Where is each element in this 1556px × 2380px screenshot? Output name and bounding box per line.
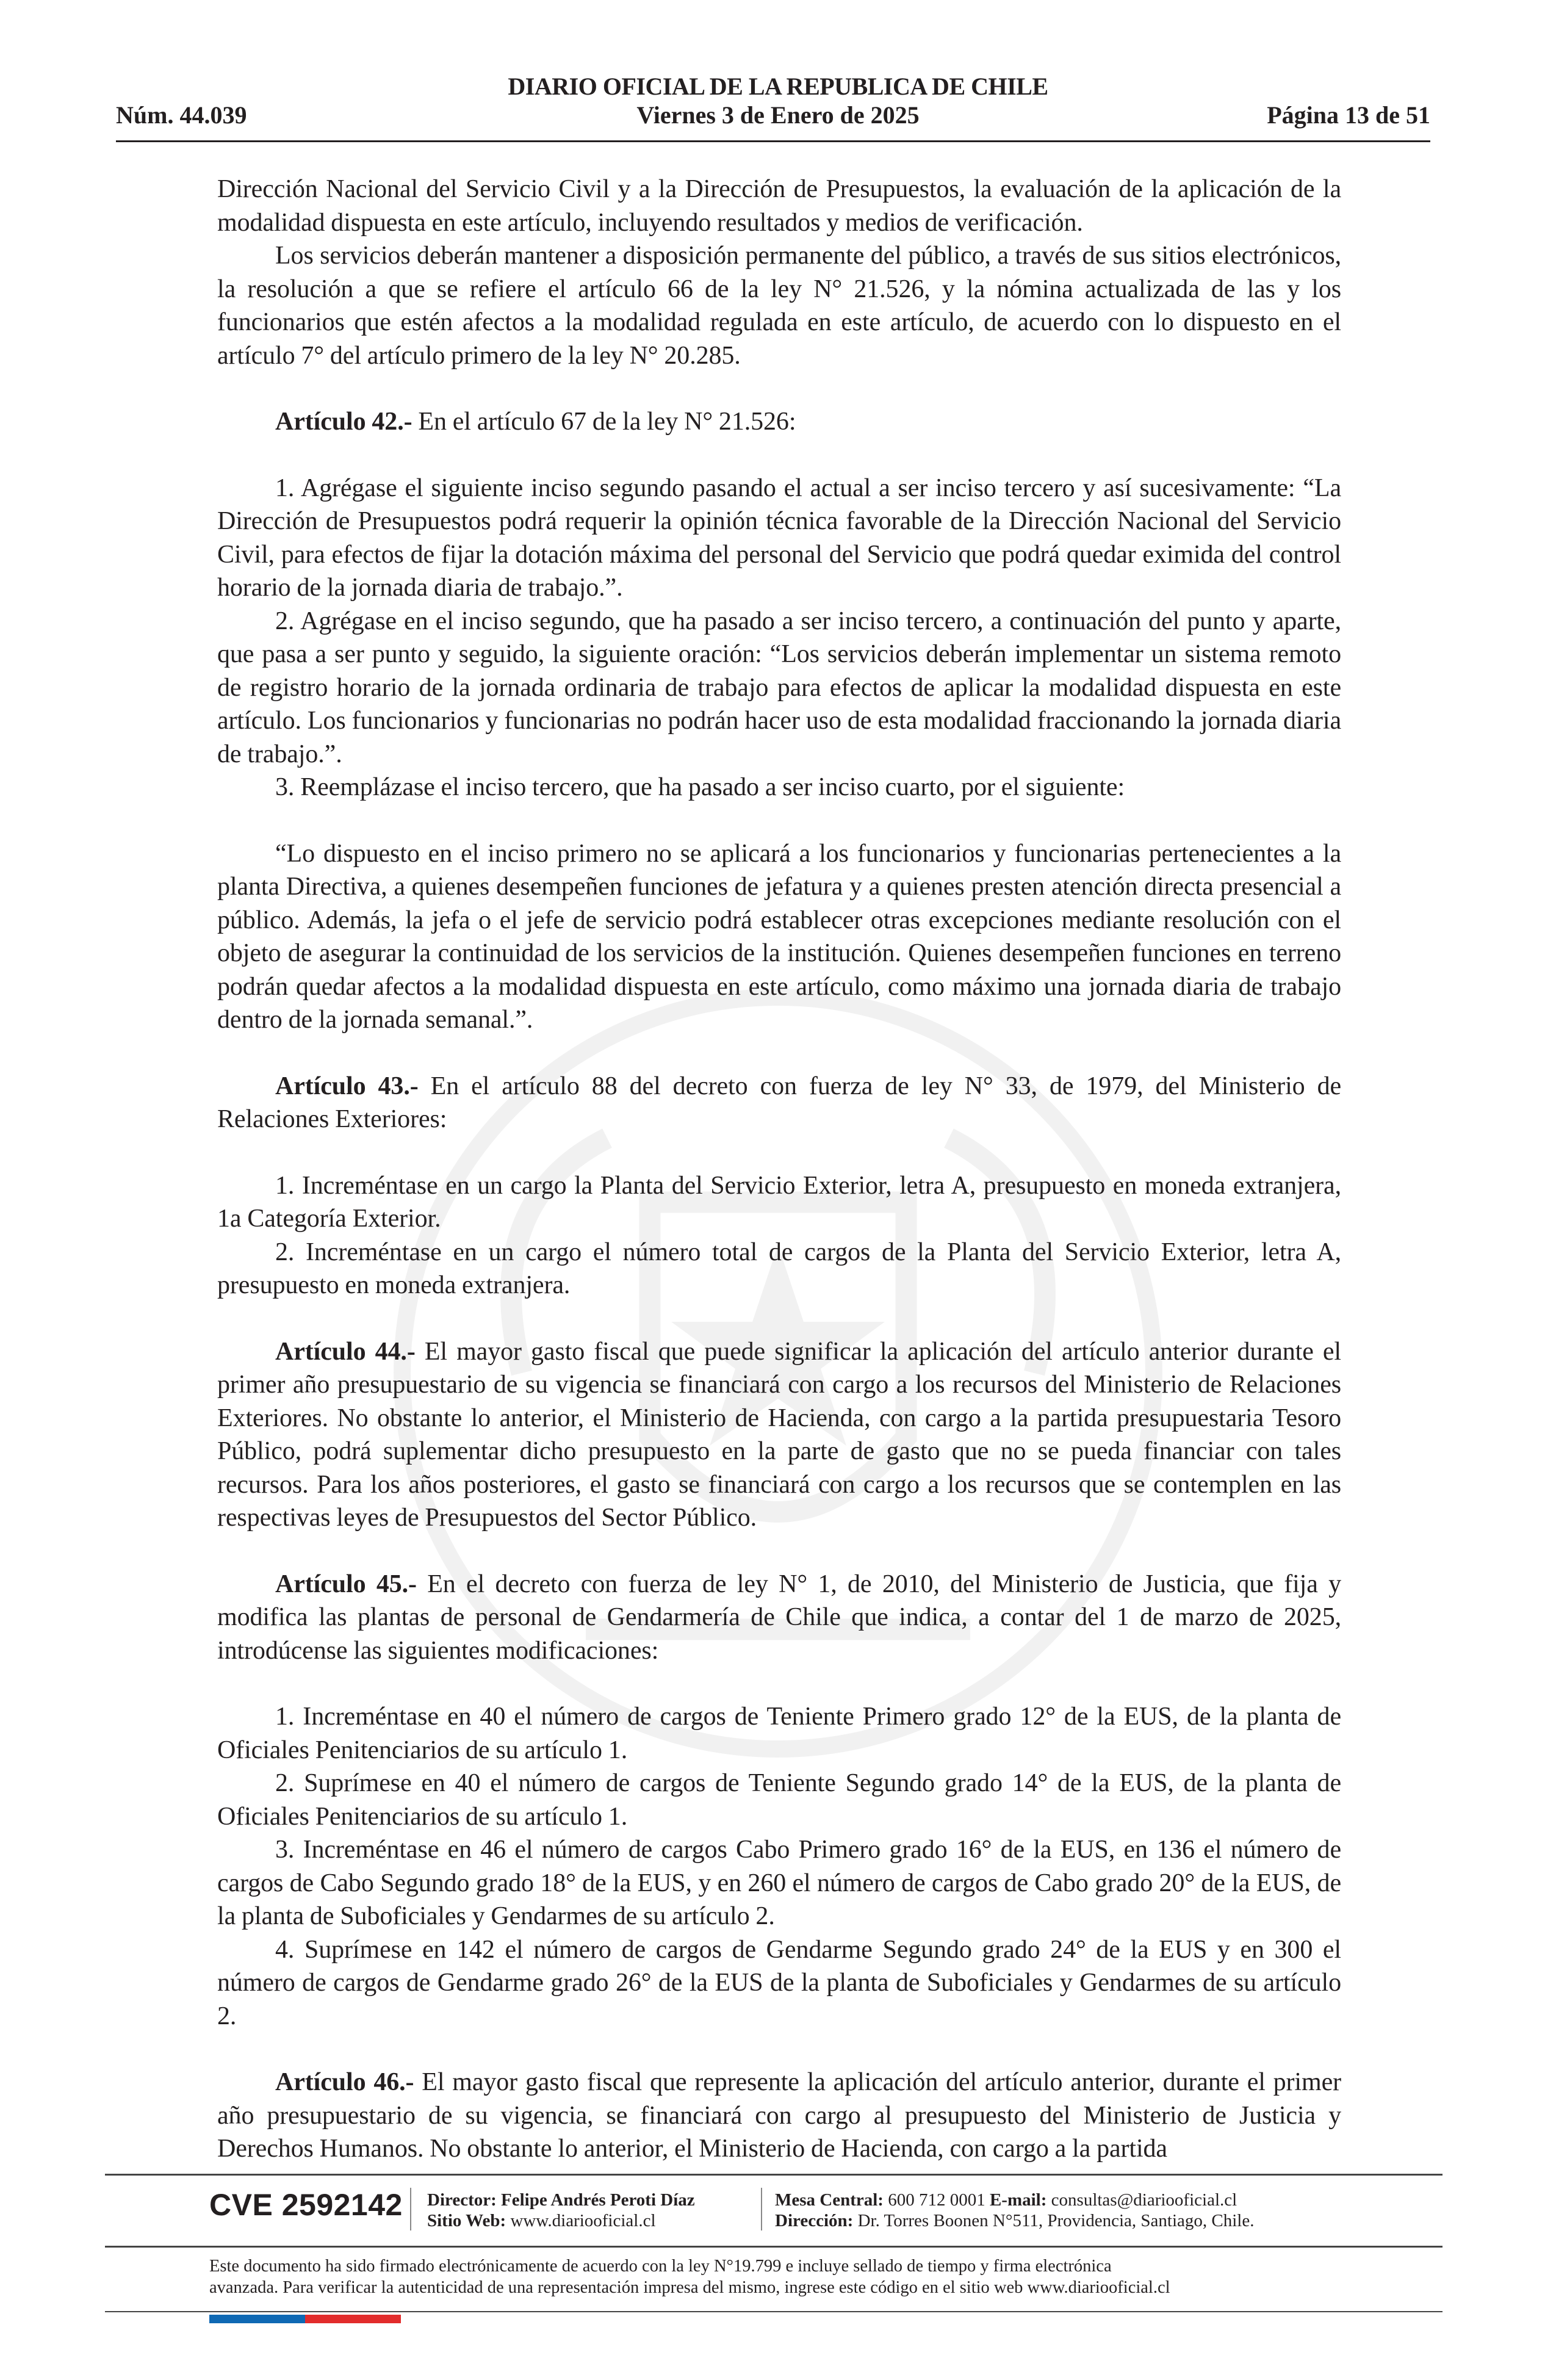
footer-separator bbox=[410, 2188, 411, 2230]
article-43 bbox=[217, 1070, 1341, 1136]
director-label: Director: bbox=[427, 2190, 497, 2210]
article-heading: Artículo 45.- bbox=[275, 1570, 417, 1598]
article-42 bbox=[217, 405, 1341, 439]
gazette-title: DIARIO OFICIAL DE LA REPUBLICA DE CHILE bbox=[508, 73, 1048, 100]
issue-number: Núm. 44.039 bbox=[116, 101, 247, 129]
site-label: Sitio Web: bbox=[427, 2211, 506, 2230]
director-name: Felipe Andrés Peroti Díaz bbox=[496, 2190, 695, 2210]
mesa-label: Mesa Central: bbox=[775, 2190, 884, 2210]
numbered-item: 3. Reemplázase el inciso tercero, que ha pasado a ser inciso cuarto, por el siguiente: bbox=[275, 773, 1125, 801]
article-text: En el decreto con fuerza de ley N° 1, de 2010, del Ministerio de Justicia, que fija y modifica las plantas de personal de Gendarmería de Chile que indica, a contar del 1 de marzo de 2025, introdúcense las siguientes modificaciones: bbox=[217, 1570, 1341, 1665]
article-text: En el artículo 67 de la ley N° 21.526: bbox=[412, 408, 796, 436]
site-link[interactable]: www.diariooficial.cl bbox=[506, 2211, 656, 2230]
paragraph: Dirección Nacional del Servicio Civil y a la Dirección de Presupuestos, la evaluación de la aplicación de la modalidad dispuesta en este artículo, incluyendo resultados y medios de verificación. bbox=[217, 175, 1341, 237]
article-45 bbox=[217, 1568, 1341, 1668]
article-heading: Artículo 44.- bbox=[275, 1337, 416, 1366]
document-body bbox=[217, 173, 1341, 2166]
issue-date: Viernes 3 de Enero de 2025 bbox=[636, 101, 920, 129]
numbered-item: 4. Suprímese en 142 el número de cargos de Gendarme Segundo grado 24° de la EUS y en 300 el número de cargos de Gendarme grado 26° de la EUS de la planta de Suboficiales y Gendarmes de su artículo 2. bbox=[217, 1935, 1341, 2030]
footer-separator bbox=[761, 2188, 762, 2230]
quoted-text: “Lo dispuesto en el inciso primero no se aplicará a los funcionarios y funcionarias pertenecientes a la planta Directiva, a quienes desempeñen funciones de jefatura y a quienes presten atención directa presencial a público. Además, la jefa o el jefe de servicio podrá establecer otras excepciones mediante resolución con el objeto de asegurar la continuidad de los servicios de la institución. Quienes desempeñen funciones en terreno podrán quedar afectos a la modalidad dispuesta en este artículo, como máximo una jornada diaria de trabajo dentro de la jornada semanal.”. bbox=[217, 839, 1341, 1034]
numbered-item: 3. Increméntase en 46 el número de cargos Cabo Primero grado 16° de la EUS, en 136 el número de cargos de Cabo Segundo grado 18° de la EUS, y en 260 el número de cargos de Cabo grado 20° de la EUS, de la planta de Suboficiales y Gendarmes de su artículo 2. bbox=[217, 1836, 1341, 1930]
email-link[interactable]: consultas@diariooficial.cl bbox=[1046, 2190, 1237, 2210]
footer-divider bbox=[105, 2311, 1443, 2312]
address-value: Dr. Torres Boonen N°511, Providencia, Santiago, Chile. bbox=[853, 2211, 1255, 2230]
flag-stripe-red bbox=[305, 2315, 401, 2323]
disclaimer-line: avanzada. Para verificar la autenticidad de una representación impresa del mismo, ingrese este código en el sitio web www.diariooficial.cl bbox=[209, 2278, 1170, 2297]
signature-disclaimer bbox=[209, 2256, 1356, 2298]
email-label: E-mail: bbox=[989, 2190, 1047, 2210]
article-44 bbox=[217, 1335, 1341, 1535]
numbered-item: 1. Increméntase en 40 el número de cargos de Teniente Primero grado 12° de la EUS, de la planta de Oficiales Penitenciarios de su artículo 1. bbox=[217, 1703, 1341, 1764]
header-divider bbox=[116, 140, 1430, 142]
article-heading: Artículo 43.- bbox=[275, 1072, 419, 1100]
numbered-item: 2. Increméntase en un cargo el número total de cargos de la Planta del Servicio Exterior, letra A, presupuesto en moneda extranjera. bbox=[217, 1238, 1341, 1299]
footer-divider bbox=[105, 2246, 1443, 2248]
flag-stripe-blue bbox=[209, 2315, 305, 2323]
article-text: El mayor gasto fiscal que puede significar la aplicación del artículo anterior durante el primer año presupuestario de su vigencia se financiará con cargo a los recursos del Ministerio de Relaciones Exteriores. No obstante lo anterior, el Ministerio de Hacienda, con cargo a la partida presupuestaria Tesoro Público, podrá suplementar dicho presupuesto en la parte de gasto que no se pueda financiar con tales recursos. Para los años posteriores, el gasto se financiará con cargo a los recursos que se contemplen en las respectivas leyes de Presupuestos del Sector Público. bbox=[217, 1337, 1342, 1532]
article-heading: Artículo 46.- bbox=[275, 2068, 414, 2096]
mesa-phone: 600 712 0001 bbox=[883, 2190, 990, 2210]
article-text: El mayor gasto fiscal que represente la aplicación del artículo anterior, durante el primer año presupuestario de su vigencia, se financiará con cargo al presupuesto del Ministerio de Justicia y Derechos Humanos. No obstante lo anterior, el Ministerio de Hacienda, con cargo a la partida bbox=[217, 2068, 1342, 2163]
footer-contact-block bbox=[775, 2190, 1254, 2231]
article-heading: Artículo 42.- bbox=[275, 408, 412, 436]
footer-director-block bbox=[427, 2190, 695, 2231]
page-number: Página 13 de 51 bbox=[1267, 101, 1430, 129]
paragraph: Los servicios deberán mantener a disposición permanente del público, a través de sus sitios electrónicos, la resolución a que se refiere el artículo 66 de la ley N° 21.526, y la nómina actualizada de las y los funcionarios que estén afectos a la modalidad regulada en este artículo, de acuerdo con lo dispuesto en el artículo 7° del artículo primero de la ley N° 20.285. bbox=[217, 242, 1341, 370]
article-46 bbox=[217, 2066, 1341, 2166]
numbered-item: 2. Agrégase en el inciso segundo, que ha pasado a ser inciso tercero, a continuación del punto y aparte, que pasa a ser punto y seguido, la siguiente oración: “Los servicios deberán implementar un sistema remoto de registro horario de la jornada ordinaria de trabajo para efectos de aplicar la modalidad dispuesta en este artículo. Los funcionarios y funcionarias no podrán hacer uso de esta modalidad fraccionando la jornada diaria de trabajo.”. bbox=[217, 607, 1341, 768]
numbered-item: 1. Agrégase el siguiente inciso segundo pasando el actual a ser inciso tercero y así sucesivamente: “La Dirección de Presupuestos podrá requerir la opinión técnica favorable de la Dirección Nacional del Servicio Civil, para efectos de fijar la dotación máxima del personal del Servicio que podrá quedar eximida del control horario de la jornada diaria de trabajo.”. bbox=[217, 474, 1341, 602]
article-text: En el artículo 88 del decreto con fuerza de ley N° 33, de 1979, del Ministerio de Relaciones Exteriores: bbox=[217, 1072, 1342, 1133]
numbered-item: 1. Increméntase en un cargo la Planta del Servicio Exterior, letra A, presupuesto en moneda extranjera, 1a Categoría Exterior. bbox=[217, 1171, 1341, 1233]
numbered-item: 2. Suprímese en 40 el número de cargos de Teniente Segundo grado 14° de la EUS, de la planta de Oficiales Penitenciarios de su artículo 1. bbox=[217, 1769, 1341, 1831]
disclaimer-line: Este documento ha sido firmado electrónicamente de acuerdo con la ley N°19.799 e incluye sellado de tiempo y firma electrónica bbox=[209, 2257, 1112, 2276]
cve-code: CVE 2592142 bbox=[209, 2188, 403, 2222]
footer-divider bbox=[105, 2174, 1443, 2176]
address-label: Dirección: bbox=[775, 2211, 854, 2230]
